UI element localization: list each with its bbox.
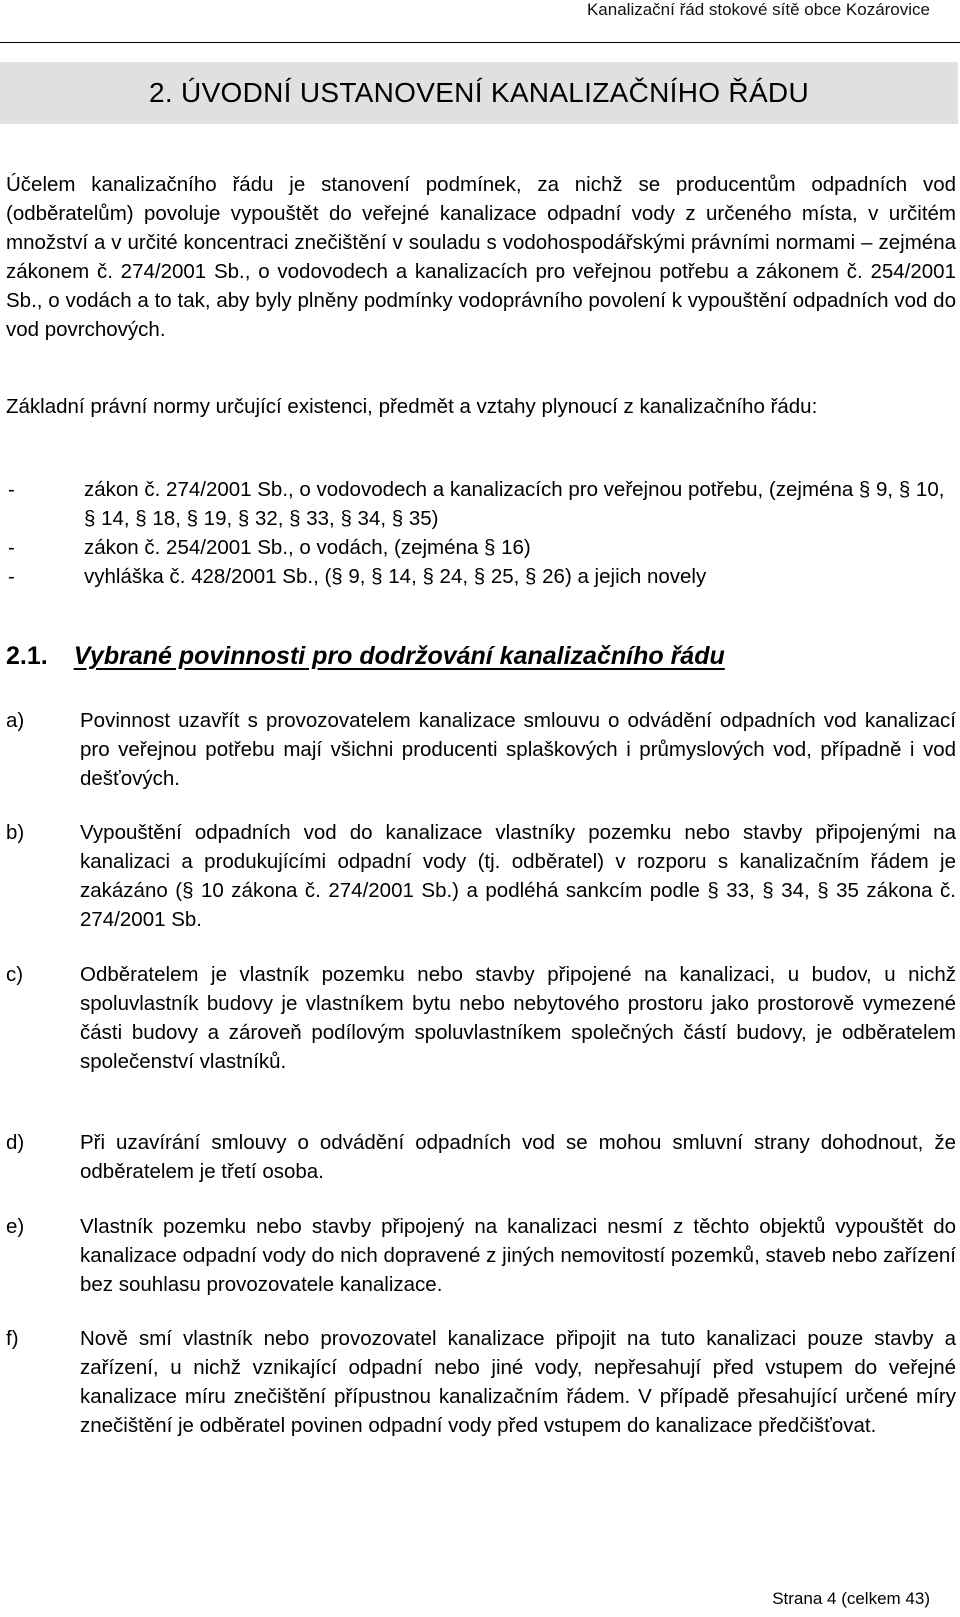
item-text: Odběratelem je vlastník pozemku nebo stavby připojené na kanalizaci, u budov, u nichž spoluvlastník budovy je vlastníkem bytu nebo nebytového prostoru jako prostorově vymezené části budovy a zároveň podílovým spoluvlastníkem společných částí budovy, je odběratelem společenství vlastníků.: [80, 963, 956, 1073]
list-item: [6, 1324, 956, 1440]
list-item: [6, 818, 956, 934]
list-item: [6, 1212, 956, 1299]
list-item: [6, 706, 956, 793]
norms-intro: Základní právní normy určující existenci, předmět a vztahy plynoucí z kanalizačního řádu:: [6, 395, 818, 418]
norm-text: zákon č. 274/2001 Sb., o vodovodech a kanalizacích pro veřejnou potřebu, (zejména § 9, § 10, § 14, § 18, § 19, § 32, § 33, § 34, § 35): [84, 478, 945, 530]
list-dash: -: [8, 565, 15, 588]
list-item: [6, 533, 956, 562]
item-letter: e): [6, 1215, 25, 1238]
intro-paragraph: Účelem kanalizačního řádu je stanovení podmínek, za nichž se producentům odpadních vod (odběratelům) povoluje vypouštět do veřejné kanalizace odpadní vody z určeného místa, v určitém množství a v určité koncentraci znečištění v souladu s vodohospodářskými právními normami – zejména zákonem č. 274/2001 Sb., o vodovodech a kanalizacích pro veřejnou potřebu a zákonem č. 254/2001 Sb., o vodách a to tak, aby byly plněny podmínky vodoprávního povolení k vypouštění odpadních vod do vod povrchových.: [6, 173, 956, 341]
subsection-heading: [6, 642, 725, 671]
item-letter: f): [6, 1327, 19, 1350]
list-item: [6, 960, 956, 1076]
list-item: [6, 475, 956, 533]
running-header: Kanalizační řád stokové sítě obce Kozárovice: [586, 0, 930, 19]
intro-block: [6, 170, 956, 344]
norms-list: [6, 475, 956, 591]
list-dash: -: [8, 478, 15, 501]
item-text: Vypouštění odpadních vod do kanalizace vlastníky pozemku nebo stavby připojenými na kanalizaci a produkujícími odpadní vody (tj. odběratel) v rozporu s kanalizačním řádem je zakázáno (§ 10 zákona č. 274/2001 Sb.) a podléhá sankcím podle § 33, § 34, § 35 zákona č. 274/2001 Sb.: [80, 821, 956, 931]
item-letter: a): [6, 709, 25, 732]
list-dash: -: [8, 536, 15, 559]
item-text: Nově smí vlastník nebo provozovatel kanalizace připojit na tuto kanalizaci pouze stavby a zařízení, u nichž vznikající odpadní nebo jiné vody, nepřesahují před vstupem do veřejné kanalizace míru znečištění přípustnou kanalizačním řádem. V případě přesahující určené míry znečištění je odběratel povinen odpadní vody před vstupem do kanalizace předčišťovat.: [80, 1327, 956, 1437]
norm-text: vyhláška č. 428/2001 Sb., (§ 9, § 14, § 24, § 25, § 26) a jejich novely: [84, 565, 707, 588]
section-title: 2. ÚVODNÍ USTANOVENÍ KANALIZAČNÍHO ŘÁDU: [149, 77, 809, 108]
norm-text: zákon č. 254/2001 Sb., o vodách, (zejména § 16): [84, 536, 531, 559]
list-item: [6, 562, 956, 591]
item-text: Povinnost uzavřít s provozovatelem kanalizace smlouvu o odvádění odpadních vod kanalizací pro veřejnou potřebu mají všichni producenti splaškových i průmyslových vod, případně i vod dešťových.: [80, 709, 956, 790]
page-number: Strana 4 (celkem 43): [772, 1589, 930, 1608]
subsection-title: Vybrané povinnosti pro dodržování kanalizačního řádu: [73, 642, 725, 670]
norms-intro-block: [6, 392, 956, 421]
item-letter: d): [6, 1131, 25, 1154]
item-letter: b): [6, 821, 25, 844]
item-text: Vlastník pozemku nebo stavby připojený na kanalizaci nesmí z těchto objektů vypouštět do kanalizace odpadní vody do nich dopravené z jiných nemovitostí pozemků, staveb nebo zařízení bez souhlasu provozovatele kanalizace.: [80, 1215, 956, 1296]
list-item: [6, 1128, 956, 1186]
section-title-bar: [0, 62, 958, 124]
item-letter: c): [6, 963, 24, 986]
subsection-number: 2.1.: [6, 642, 48, 670]
item-text: Při uzavírání smlouvy o odvádění odpadních vod se mohou smluvní strany dohodnout, že odběratelem je třetí osoba.: [80, 1131, 956, 1183]
header-divider: [0, 42, 960, 43]
